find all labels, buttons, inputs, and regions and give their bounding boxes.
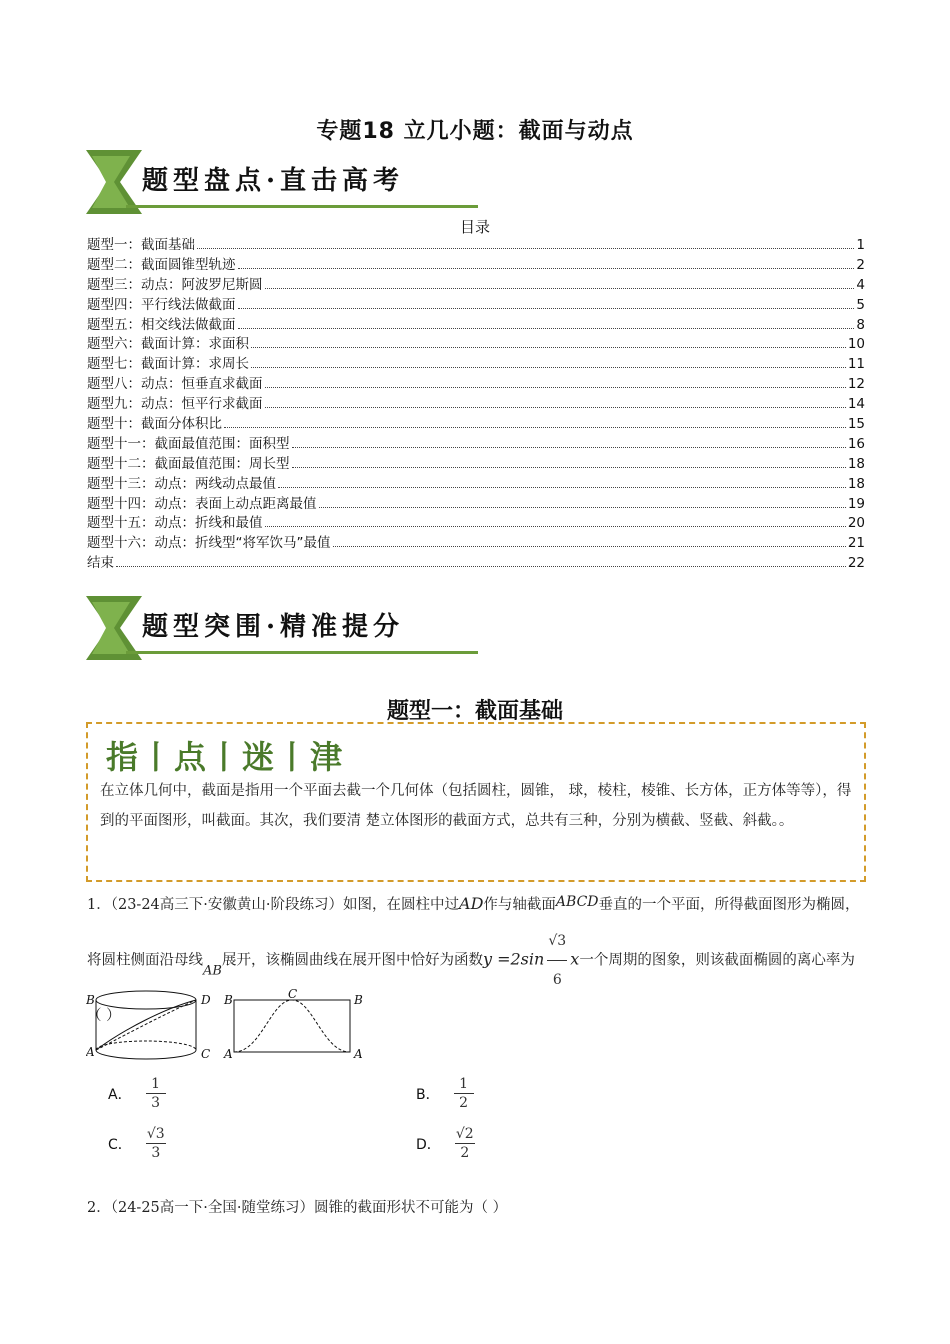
toc-item-page: 21 [847, 535, 865, 552]
toc-item-label: 题型五：相交线法做截面 [87, 316, 236, 333]
fraction-denominator: 2 [459, 1095, 469, 1111]
toc-item-label: 题型十四：动点：表面上动点距离最值 [87, 495, 317, 512]
toc-item[interactable] [87, 275, 865, 295]
fraction-denominator: 3 [151, 1145, 161, 1161]
toc-item-page: 18 [847, 455, 865, 472]
math-abcd: ABCD [555, 894, 599, 910]
label-c: C [288, 988, 298, 1001]
question-text: 一个周期的图象，则该截面椭圆的离心率为（ ） [87, 952, 855, 1024]
table-of-contents [87, 235, 865, 573]
toc-item[interactable] [87, 295, 865, 315]
question-text: 垂直的一个平面，所得截面图形为椭圆，将圆柱侧面沿母线 [87, 897, 860, 969]
tip-box [86, 722, 866, 882]
toc-leader-dots [265, 275, 855, 289]
banner-overview [86, 148, 478, 216]
toc-leader-dots [265, 513, 846, 527]
toc-item[interactable] [87, 255, 865, 275]
question-text: 圆锥的截面形状不可能为（ ） [314, 1200, 508, 1216]
math-x: x [570, 949, 580, 969]
option-fraction [146, 1076, 166, 1111]
toc-item[interactable] [87, 474, 865, 494]
fraction-denominator: 3 [151, 1095, 161, 1111]
banner-underline [126, 205, 478, 208]
label-a: A [354, 1047, 363, 1061]
label-b: B [354, 993, 363, 1007]
label-b: B [86, 993, 95, 1007]
toc-item[interactable] [87, 315, 865, 335]
toc-leader-dots [238, 315, 855, 329]
option-letter: A． [108, 1086, 132, 1103]
toc-item-label: 题型二：截面圆锥型轨迹 [87, 256, 236, 273]
toc-leader-dots [333, 533, 846, 547]
toc-leader-dots [292, 454, 846, 468]
toc-item[interactable] [87, 513, 865, 533]
toc-item[interactable] [87, 434, 865, 454]
tip-title: 指丨点丨迷丨津 [106, 738, 345, 776]
fraction-denominator: 6 [552, 972, 562, 988]
question-number: 2． [87, 1200, 111, 1216]
toc-item-label: 题型四：平行线法做截面 [87, 296, 236, 313]
question-1-figure [86, 988, 376, 1066]
math-ab: AB [203, 963, 222, 979]
toc-item[interactable] [87, 334, 865, 354]
question-text: 如图，在圆柱中过 [343, 897, 460, 913]
toc-item[interactable] [87, 235, 865, 255]
option-c[interactable] [108, 1126, 166, 1161]
fraction-denominator: 2 [460, 1145, 470, 1161]
option-d[interactable] [416, 1126, 475, 1161]
banner-breakthrough-text: 题型突围·精准提分 [142, 612, 405, 642]
toc-item[interactable] [87, 454, 865, 474]
toc-item-label: 题型十五：动点：折线和最值 [87, 515, 263, 532]
toc-leader-dots [197, 235, 854, 249]
toc-item-page: 12 [847, 376, 865, 393]
option-letter: B． [416, 1086, 440, 1103]
toc-item-label: 题型十三：动点：两线动点最值 [87, 475, 276, 492]
label-a: A [224, 1047, 233, 1061]
question-source: （24-25高一下·全国·随堂练习） [110, 1200, 315, 1216]
toc-leader-dots [251, 354, 846, 368]
math-fraction [547, 923, 567, 998]
toc-item-page: 15 [847, 416, 865, 433]
toc-item-page: 18 [847, 475, 865, 492]
question-number: 1． [87, 897, 111, 913]
toc-leader-dots [265, 374, 846, 388]
toc-item-label: 题型九：动点：恒平行求截面 [87, 396, 263, 413]
option-a[interactable] [108, 1076, 166, 1111]
toc-item[interactable] [87, 553, 865, 573]
banner-underline [126, 651, 478, 654]
math-func: y =2sin [482, 949, 545, 969]
option-b[interactable] [416, 1076, 474, 1111]
option-letter: D． [416, 1136, 441, 1153]
fraction-numerator: 1 [459, 1076, 469, 1092]
toc-item-label: 题型十二：截面最值范围：周长型 [87, 455, 290, 472]
option-fraction [455, 1126, 475, 1161]
label-c: C [201, 1047, 211, 1061]
label-d: D [201, 993, 211, 1007]
page-title: 专题18 立几小题：截面与动点 [316, 119, 634, 144]
toc-heading: 目录 [459, 218, 490, 236]
toc-item-page: 20 [847, 515, 865, 532]
toc-item-label: 结束 [87, 555, 114, 572]
question-2 [87, 1196, 507, 1220]
toc-item[interactable] [87, 414, 865, 434]
toc-item-page: 4 [856, 276, 865, 293]
banner-overview-text: 题型盘点·直击高考 [142, 166, 405, 196]
math-ad: AD [459, 894, 484, 913]
toc-item[interactable] [87, 374, 865, 394]
cylinder-figure [86, 991, 211, 1061]
toc-item-label: 题型三：动点：阿波罗尼斯圆 [87, 276, 263, 293]
banner-breakthrough [86, 594, 478, 662]
tip-text: 在立体几何中，截面是指用一个平面去截一个几何体（包括圆柱，圆锥， 球，棱柱，棱锥、长方体，正方体等等），得到的平面图形，叫截面。其次，我们要清 楚立体图形的截面方式，总共有三种，分别为横截、竖截、斜截。。 [100, 783, 852, 829]
toc-leader-dots [224, 414, 846, 428]
toc-item-label: 题型一：截面基础 [87, 237, 195, 253]
toc-item-page: 22 [847, 555, 865, 572]
toc-item[interactable] [87, 494, 865, 514]
question-source: （23-24高三下·安徽黄山·阶段练习） [110, 897, 344, 913]
option-fraction [146, 1126, 166, 1161]
toc-leader-dots [292, 434, 846, 448]
toc-leader-dots [251, 334, 846, 348]
label-a: A [86, 1045, 95, 1059]
toc-item-page: 2 [856, 256, 865, 273]
toc-item[interactable] [87, 354, 865, 374]
question-text: 展开，该椭圆曲线在展开图中恰好为函数 [221, 952, 483, 969]
toc-leader-dots [319, 494, 846, 508]
toc-item-label: 题型六：截面计算：求面积 [87, 336, 249, 353]
toc-item-label: 题型十一：截面最值范围：面积型 [87, 435, 290, 452]
toc-item-page: 10 [847, 336, 865, 353]
question-text: 作与轴截面 [483, 897, 556, 913]
toc-item-page: 16 [847, 435, 865, 452]
fraction-numerator: 1 [151, 1076, 161, 1092]
toc-leader-dots [265, 394, 846, 408]
toc-leader-dots [238, 255, 855, 269]
toc-item-label: 题型十六：动点：折线型“将军饮马”最值 [87, 535, 331, 552]
fraction-numerator: √3 [548, 933, 567, 949]
toc-leader-dots [278, 474, 846, 488]
option-letter: C． [108, 1136, 132, 1153]
toc-item-page: 19 [847, 495, 865, 512]
option-fraction [454, 1076, 474, 1111]
toc-item-label: 题型八：动点：恒垂直求截面 [87, 376, 263, 393]
toc-item-label: 题型十：截面分体积比 [87, 416, 222, 433]
toc-item-page: 5 [856, 296, 865, 313]
label-b: B [224, 993, 233, 1007]
toc-item-label: 题型七：截面计算：求周长 [87, 356, 249, 373]
toc-item[interactable] [87, 394, 865, 414]
toc-item-page: 14 [847, 396, 865, 413]
unrolled-figure [223, 988, 363, 1061]
toc-item[interactable] [87, 533, 865, 553]
fraction-numerator: √3 [146, 1126, 165, 1142]
toc-leader-dots [116, 553, 846, 567]
fraction-numerator: √2 [455, 1126, 474, 1142]
toc-item-page: 1 [856, 237, 865, 253]
toc-item-page: 8 [856, 316, 865, 333]
toc-leader-dots [238, 295, 855, 309]
toc-item-page: 11 [847, 356, 865, 373]
section-title: 题型一：截面基础 [386, 699, 563, 724]
